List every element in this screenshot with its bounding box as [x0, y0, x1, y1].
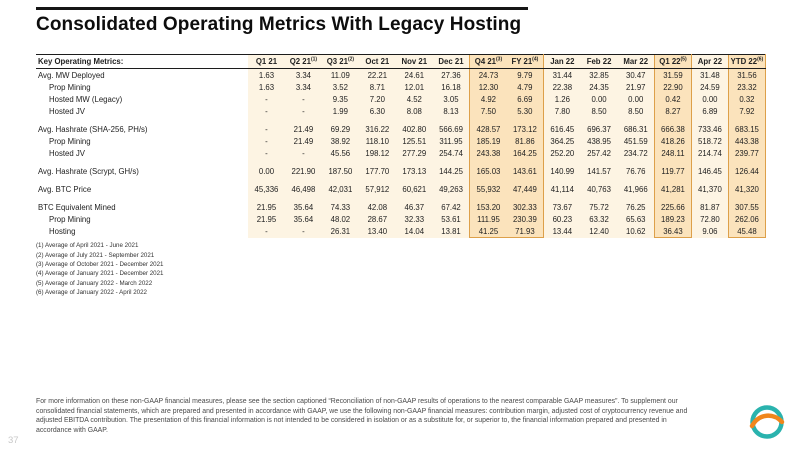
cell: 28.67 [359, 213, 396, 225]
cell: 26.31 [322, 225, 359, 238]
metrics-table-wrap [36, 54, 766, 297]
cell: 27.36 [433, 69, 470, 82]
cell: 164.25 [507, 147, 544, 159]
cell: 55,932 [470, 183, 507, 195]
table-row [36, 165, 766, 177]
cell: 418.26 [654, 135, 691, 147]
cell: 438.95 [581, 135, 618, 147]
cell: 248.11 [654, 147, 691, 159]
cell: 189.23 [654, 213, 691, 225]
footnotes [36, 241, 766, 297]
cell: - [248, 93, 285, 105]
cell: 451.59 [618, 135, 655, 147]
cell: 0.00 [618, 93, 655, 105]
column-header: Jan 22 [544, 55, 581, 69]
cell: 140.99 [544, 165, 581, 177]
column-header: Feb 22 [581, 55, 618, 69]
cell: - [285, 105, 322, 117]
column-header: Oct 21 [359, 55, 396, 69]
cell: 225.66 [654, 201, 691, 213]
header-row [36, 55, 766, 69]
cell: 8.08 [396, 105, 433, 117]
metrics-table [36, 54, 766, 238]
column-header: YTD 22$^{(6)}$ [728, 55, 765, 69]
gaap-disclaimer: For more information on these non-GAAP financial measures, please see the section captioned “Reconciliation of non-GAAP results of operations to the nearest comparable GAAP measures”. To supplement our consolidated financial statements, which are prepared and presented in accordance with GAAP, we use the following non-GAAP financial measures: contribution margin, adjusted cost of cryptocurrency revenue and adjusted EBITDA contribution. The presentation of this financial information is not intended to be considered in isolation or as a substitute for, or superior to, the financial information prepared and presented in accordance with GAAP. [36, 398, 688, 434]
cell: 616.45 [544, 123, 581, 135]
table-row [36, 81, 766, 93]
cell: 126.44 [728, 165, 765, 177]
cell: 48.02 [322, 213, 359, 225]
footnote: (3) Average of October 2021 - December 2021 [36, 260, 164, 268]
cell: 45.48 [728, 225, 765, 238]
cell: 12.01 [396, 81, 433, 93]
row-label: Avg. BTC Price [36, 183, 248, 195]
cell: 13.40 [359, 225, 396, 238]
cell: 165.03 [470, 165, 507, 177]
cell: 7.92 [728, 105, 765, 117]
cell: 5.30 [507, 105, 544, 117]
column-header: FY 21$^{(4)}$ [507, 55, 544, 69]
row-label: Avg. MW Deployed [36, 69, 248, 82]
footnote: (2) Average of July 2021 - September 2021 [36, 251, 155, 259]
cell: 57,912 [359, 183, 396, 195]
cell: 230.39 [507, 213, 544, 225]
column-header: Apr 22 [691, 55, 728, 69]
row-label: Hosted JV [36, 147, 248, 159]
cell: 30.47 [618, 69, 655, 82]
column-header: Q1 21 [248, 55, 285, 69]
row-label: Hosted JV [36, 105, 248, 117]
cell: 302.33 [507, 201, 544, 213]
cell: 187.50 [322, 165, 359, 177]
row-label: Prop Mining [36, 81, 248, 93]
cell: 4.79 [507, 81, 544, 93]
cell: 1.26 [544, 93, 581, 105]
cell: 8.50 [581, 105, 618, 117]
column-header: Q4 21$^{(3)}$ [470, 55, 507, 69]
cell: 177.70 [359, 165, 396, 177]
cell: 6.89 [691, 105, 728, 117]
column-header: Dec 21 [433, 55, 470, 69]
column-header: Q3 21$^{(2)}$ [322, 55, 359, 69]
cell: 24.59 [691, 81, 728, 93]
cell: 683.15 [728, 123, 765, 135]
cell: 173.13 [396, 165, 433, 177]
cell: 0.00 [248, 165, 285, 177]
cell: 10.62 [618, 225, 655, 238]
cell: 8.50 [618, 105, 655, 117]
cell: 24.35 [581, 81, 618, 93]
table-row [36, 123, 766, 135]
cell: 69.29 [322, 123, 359, 135]
cell: 0.42 [654, 93, 691, 105]
cell: 67.42 [433, 201, 470, 213]
cell: - [248, 147, 285, 159]
cell: 518.72 [691, 135, 728, 147]
cell: 24.73 [470, 69, 507, 82]
cell: 221.90 [285, 165, 322, 177]
cell: 22.38 [544, 81, 581, 93]
cell: 1.63 [248, 81, 285, 93]
cell: 8.13 [433, 105, 470, 117]
row-label: Avg. Hashrate (SHA-256, PH/s) [36, 123, 248, 135]
cell: 21.95 [248, 201, 285, 213]
cell: 7.80 [544, 105, 581, 117]
row-label: Prop Mining [36, 213, 248, 225]
cell: 262.06 [728, 213, 765, 225]
cell: 76.25 [618, 201, 655, 213]
cell: 16.18 [433, 81, 470, 93]
cell: 9.79 [507, 69, 544, 82]
cell: 13.44 [544, 225, 581, 238]
row-label: Hosting [36, 225, 248, 238]
cell: 125.51 [396, 135, 433, 147]
cell: 6.69 [507, 93, 544, 105]
cell: 41,370 [691, 183, 728, 195]
cell: 21.95 [248, 213, 285, 225]
cell: 3.05 [433, 93, 470, 105]
cell: 40,763 [581, 183, 618, 195]
cell: - [285, 147, 322, 159]
cell: 41.25 [470, 225, 507, 238]
cell: 4.52 [396, 93, 433, 105]
cell: 153.20 [470, 201, 507, 213]
cell: 32.85 [581, 69, 618, 82]
cell: 31.59 [654, 69, 691, 82]
table-row [36, 105, 766, 117]
cell: 185.19 [470, 135, 507, 147]
cell: 254.74 [433, 147, 470, 159]
row-label: Prop Mining [36, 135, 248, 147]
cell: 6.30 [359, 105, 396, 117]
cell: 13.81 [433, 225, 470, 238]
cell: - [285, 225, 322, 238]
page-title: Consolidated Operating Metrics With Legacy Hosting [36, 14, 522, 35]
cell: 1.63 [248, 69, 285, 82]
cell: 3.34 [285, 69, 322, 82]
cell: 146.45 [691, 165, 728, 177]
cell: 733.46 [691, 123, 728, 135]
cell: 14.04 [396, 225, 433, 238]
cell: 53.61 [433, 213, 470, 225]
cell: 72.80 [691, 213, 728, 225]
cell: 23.32 [728, 81, 765, 93]
cell: 3.34 [285, 81, 322, 93]
cell: 65.63 [618, 213, 655, 225]
footnote: (6) Average of January 2022 - April 2022 [36, 288, 147, 296]
column-header: Q2 21$^{(1)}$ [285, 55, 322, 69]
table-row [36, 147, 766, 159]
cell: 3.52 [322, 81, 359, 93]
cell: 41,966 [618, 183, 655, 195]
cell: 0.00 [691, 93, 728, 105]
cell: 118.10 [359, 135, 396, 147]
cell: 71.93 [507, 225, 544, 238]
cell: - [285, 93, 322, 105]
cell: 7.50 [470, 105, 507, 117]
cell: 173.12 [507, 123, 544, 135]
cell: 0.00 [581, 93, 618, 105]
cell: 364.25 [544, 135, 581, 147]
cell: 35.64 [285, 213, 322, 225]
table-body [36, 69, 766, 238]
cell: 75.72 [581, 201, 618, 213]
table-row [36, 93, 766, 105]
cell: 311.95 [433, 135, 470, 147]
cell: 214.74 [691, 147, 728, 159]
row-label: Avg. Hashrate (Scrypt, GH/s) [36, 165, 248, 177]
cell: 35.64 [285, 201, 322, 213]
cell: 4.92 [470, 93, 507, 105]
cell: 11.09 [322, 69, 359, 82]
cell: 60.23 [544, 213, 581, 225]
cell: 32.33 [396, 213, 433, 225]
title-rule [36, 7, 528, 10]
footnote: (1) Average of April 2021 - June 2021 [36, 242, 139, 250]
cell: - [248, 135, 285, 147]
cell: 443.38 [728, 135, 765, 147]
cell: 45,336 [248, 183, 285, 195]
cell: 119.77 [654, 165, 691, 177]
cell: 21.97 [618, 81, 655, 93]
cell: 74.33 [322, 201, 359, 213]
cell: 81.86 [507, 135, 544, 147]
cell: 141.57 [581, 165, 618, 177]
cell: 277.29 [396, 147, 433, 159]
cell: 81.87 [691, 201, 728, 213]
cell: 428.57 [470, 123, 507, 135]
cell: 239.77 [728, 147, 765, 159]
cell: 252.20 [544, 147, 581, 159]
cell: 12.30 [470, 81, 507, 93]
footnote: (5) Average of January 2022 - March 2022 [36, 279, 153, 287]
cell: 0.32 [728, 93, 765, 105]
cell: 46.37 [396, 201, 433, 213]
cell: 402.80 [396, 123, 433, 135]
cell: - [248, 105, 285, 117]
column-header: Q1 22$^{(5)}$ [654, 55, 691, 69]
cell: 49,263 [433, 183, 470, 195]
cell: 60,621 [396, 183, 433, 195]
table-row [36, 135, 766, 147]
cell: 73.67 [544, 201, 581, 213]
cell: 76.76 [618, 165, 655, 177]
cell: 307.55 [728, 201, 765, 213]
cell: - [248, 123, 285, 135]
cell: 8.27 [654, 105, 691, 117]
table-header [36, 55, 766, 69]
cell: 22.90 [654, 81, 691, 93]
row-label: Hosted MW (Legacy) [36, 93, 248, 105]
cell: 63.32 [581, 213, 618, 225]
cell: 566.69 [433, 123, 470, 135]
table-row [36, 183, 766, 195]
cell: 686.31 [618, 123, 655, 135]
cell: 22.21 [359, 69, 396, 82]
cell: 696.37 [581, 123, 618, 135]
column-header: Mar 22 [618, 55, 655, 69]
footnote: (4) Average of January 2021 - December 2021 [36, 270, 164, 278]
cell: 41,320 [728, 183, 765, 195]
cell: 42,031 [322, 183, 359, 195]
cell: 31.48 [691, 69, 728, 82]
cell: 41,114 [544, 183, 581, 195]
cell: 1.99 [322, 105, 359, 117]
cell: 9.06 [691, 225, 728, 238]
cell: 143.61 [507, 165, 544, 177]
cell: 21.49 [285, 123, 322, 135]
cell: 243.38 [470, 147, 507, 159]
corner-label: Key Operating Metrics: [36, 55, 248, 69]
cell: 31.56 [728, 69, 765, 82]
cell: 42.08 [359, 201, 396, 213]
table-row [36, 225, 766, 238]
cell: 257.42 [581, 147, 618, 159]
cell: 41,281 [654, 183, 691, 195]
cell: 31.44 [544, 69, 581, 82]
cell: 24.61 [396, 69, 433, 82]
table-row [36, 213, 766, 225]
cell: 38.92 [322, 135, 359, 147]
company-logo-icon [747, 402, 787, 442]
row-label: BTC Equivalent Mined [36, 201, 248, 213]
cell: 9.35 [322, 93, 359, 105]
cell: 47,449 [507, 183, 544, 195]
cell: 144.25 [433, 165, 470, 177]
cell: 666.38 [654, 123, 691, 135]
cell: 12.40 [581, 225, 618, 238]
cell: - [248, 225, 285, 238]
cell: 316.22 [359, 123, 396, 135]
column-header: Nov 21 [396, 55, 433, 69]
cell: 21.49 [285, 135, 322, 147]
cell: 36.43 [654, 225, 691, 238]
cell: 198.12 [359, 147, 396, 159]
cell: 234.72 [618, 147, 655, 159]
cell: 46,498 [285, 183, 322, 195]
cell: 7.20 [359, 93, 396, 105]
table-row [36, 69, 766, 82]
cell: 45.56 [322, 147, 359, 159]
cell: 8.71 [359, 81, 396, 93]
cell: 111.95 [470, 213, 507, 225]
table-row [36, 201, 766, 213]
page-number: 37 [8, 435, 19, 446]
